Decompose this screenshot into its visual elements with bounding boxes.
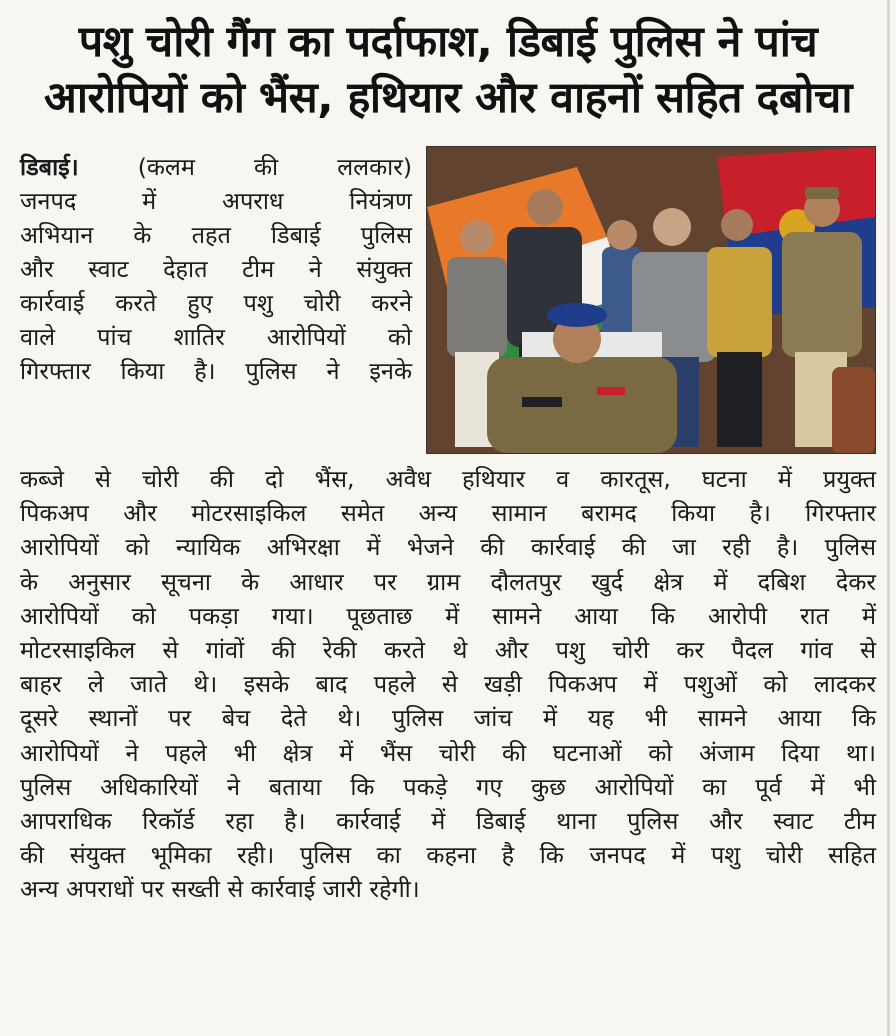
source-credit: (कलम की ललकार) — [137, 153, 412, 181]
article-body-top — [20, 150, 412, 388]
headline-line-1: पशु चोरी गैंग का पर्दाफाश, डिबाई पुलिस ने पांच — [78, 17, 818, 67]
body-line: पुलिस अधिकारियों ने बताया कि पकड़े गए कुछ आरोपियों का पूर्व में भी — [20, 772, 876, 801]
body-line: जनपद में अपराध नियंत्रण — [20, 187, 412, 215]
body-line: आरोपियों ने पहले भी क्षेत्र में भैंस चोरी की घटनाओं को अंजाम दिया था। — [20, 738, 876, 767]
dateline: डिबाई। — [20, 153, 79, 181]
body-line: बाहर ले जाते थे। इसके बाद पहले से खड़ी पिकअप में पशुओं को लादकर — [20, 670, 876, 699]
body-line — [20, 150, 412, 184]
body-line: और स्वाट देहात टीम ने संयुक्त — [20, 255, 412, 283]
column-rule — [887, 0, 890, 1036]
body-line: कार्रवाई करते हुए पशु चोरी करने — [20, 289, 412, 317]
headline-line-2: आरोपियों को भैंस, हथियार और वाहनों सहित दबोचा — [44, 73, 852, 123]
body-line: आपराधिक रिकॉर्ड रहा है। कार्रवाई में डिबाई थाना पुलिस और स्वाट टीम — [20, 807, 876, 836]
body-line-last: अन्य अपराधों पर सख्ती से कार्रवाई जारी रहेगी। — [20, 875, 420, 904]
body-line: आरोपियों को न्यायिक अभिरक्षा में भेजने की कार्रवाई की जा रही है। पुलिस — [20, 533, 876, 562]
body-line: कब्जे से चोरी की दो भैंस, अवैध हथियार व कारतूस, घटना में प्रयुक्त — [20, 465, 876, 493]
body-line: दूसरे स्थानों पर बेच देते थे। पुलिस जांच में यह भी सामने आया कि — [20, 704, 876, 733]
article-body-bottom — [20, 462, 876, 907]
body-line: के अनुसार सूचना के आधार पर ग्राम दौलतपुर खुर्द क्षेत्र में दबिश देकर — [20, 567, 876, 596]
body-line: की संयुक्त भूमिका रही। पुलिस का कहना है कि जनपद में पशु चोरी सहित — [20, 841, 876, 870]
article-headline — [0, 14, 896, 126]
news-photo — [426, 146, 876, 454]
body-line: आरोपियों को पकड़ा गया। पूछताछ में सामने आया कि आरोपी रात में — [20, 601, 876, 630]
body-line: पिकअप और मोटरसाइकिल समेत अन्य सामान बरामद किया है। गिरफ्तार — [20, 499, 876, 528]
police-press-photo-illustration — [427, 147, 875, 453]
body-line: गिरफ्तार किया है। पुलिस ने इनके — [20, 357, 412, 385]
body-line: अभियान के तहत डिबाई पुलिस — [20, 221, 412, 249]
body-line: मोटरसाइकिल से गांवों की रेकी करते थे और पशु चोरी कर पैदल गांव से — [20, 636, 876, 665]
body-line: वाले पांच शातिर आरोपियों को — [20, 323, 412, 351]
